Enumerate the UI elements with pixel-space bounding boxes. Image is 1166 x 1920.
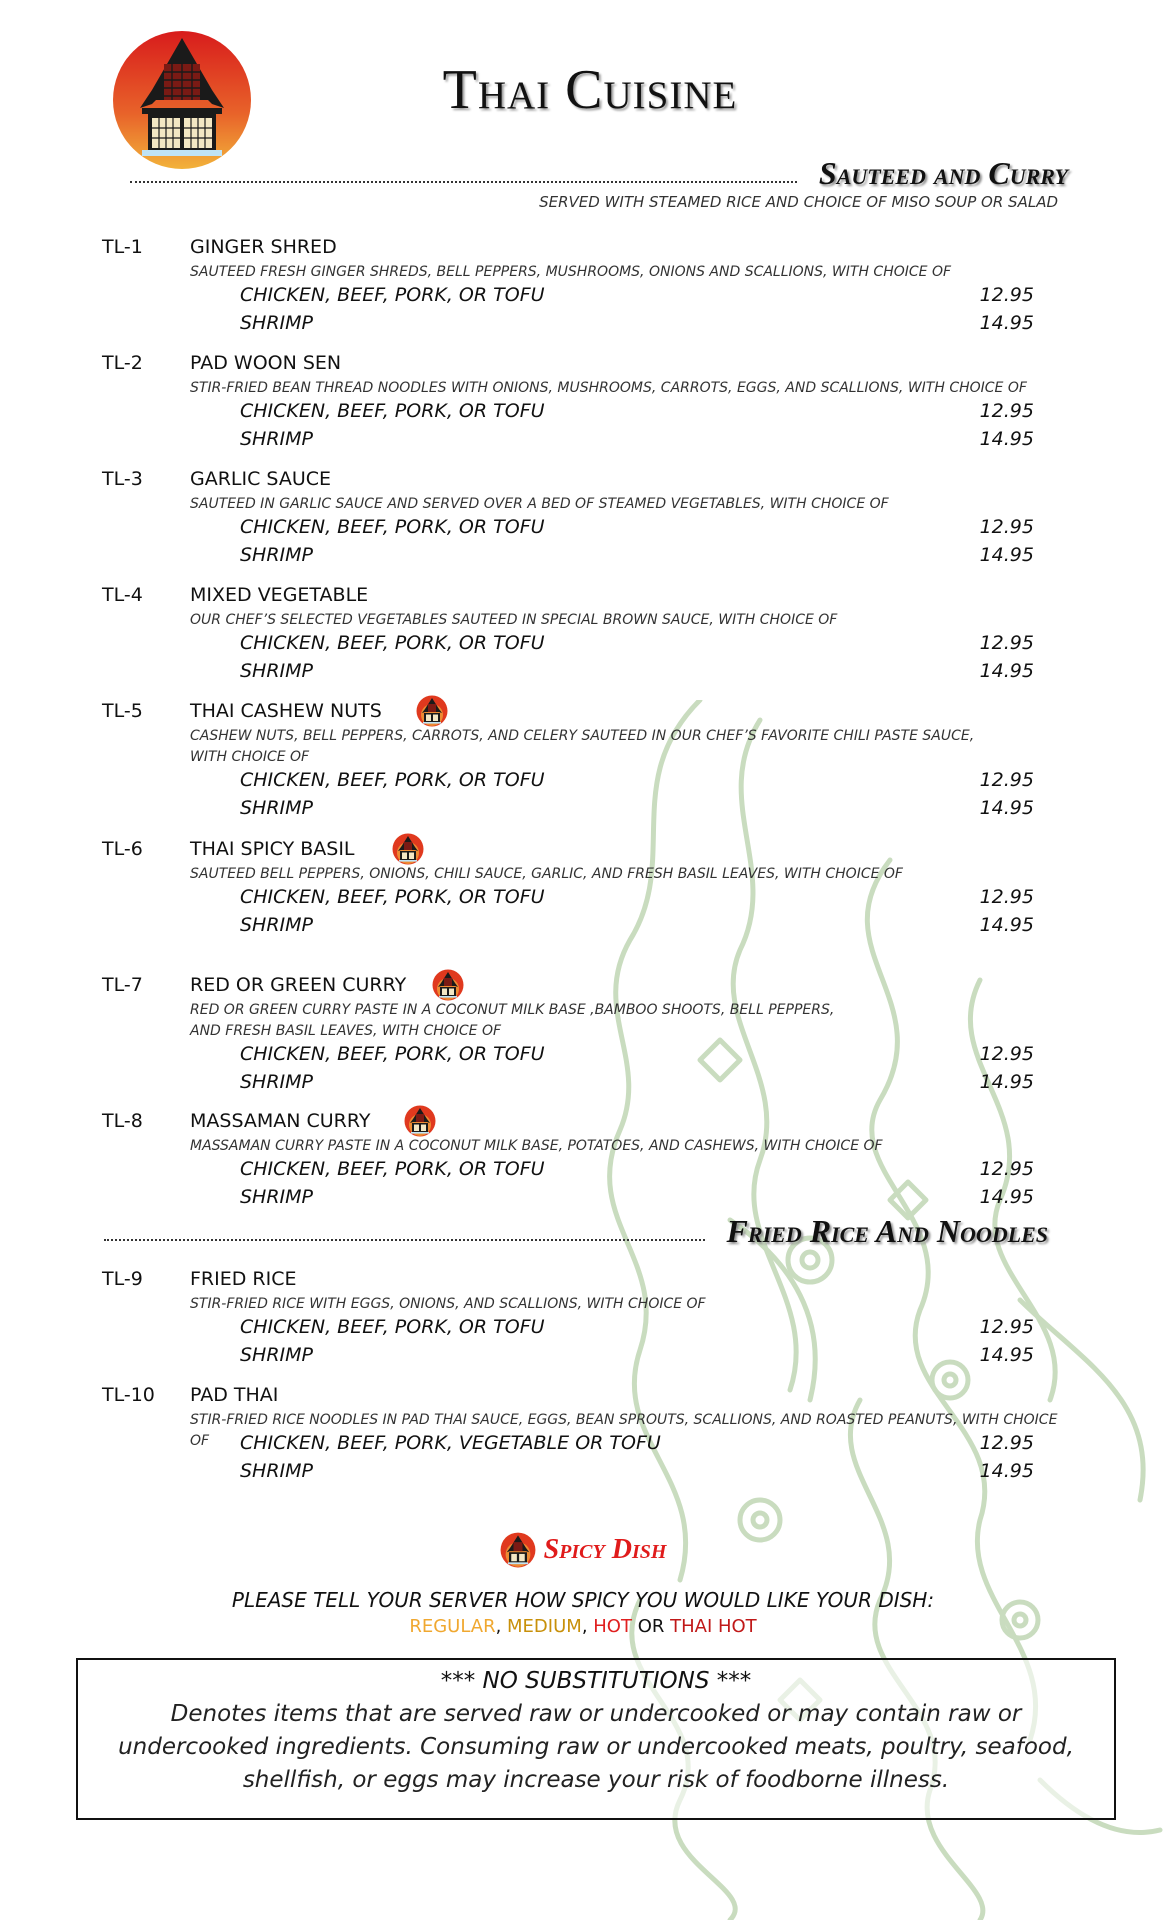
- item-description: STIR-FRIED BEAN THREAD NOODLES WITH ONIONS, MUSHROOMS, CARROTS, EGGS, AND SCALLIONS, WITH CHOICE OF: [190, 380, 1027, 396]
- spicy-house-icon: [404, 1105, 436, 1137]
- item-name: PAD WOON SEN: [190, 352, 342, 374]
- protein-option: CHICKEN, BEEF, PORK, VEGETABLE OR TOFU: [240, 1432, 661, 1454]
- page-title: Thai Cuisine: [442, 59, 738, 121]
- dotted-leader: [130, 181, 797, 183]
- item-description: CASHEW NUTS, BELL PEPPERS, CARROTS, AND CELERY SAUTEED IN OUR CHEF’S FAVORITE CHILI PASTE SAUCE,: [190, 728, 975, 744]
- dotted-leader: [104, 1239, 705, 1241]
- protein-option: SHRIMP: [240, 660, 314, 682]
- price: 14.95: [979, 312, 1034, 334]
- price: 12.95: [979, 400, 1034, 422]
- protein-option: SHRIMP: [240, 797, 314, 819]
- item-code: TL-5: [102, 700, 143, 722]
- protein-option: CHICKEN, BEEF, PORK, OR TOFU: [240, 632, 545, 654]
- separator: ,: [581, 1616, 594, 1637]
- protein-option: CHICKEN, BEEF, PORK, OR TOFU: [240, 1316, 545, 1338]
- protein-option: CHICKEN, BEEF, PORK, OR TOFU: [240, 769, 545, 791]
- notice-stars-left: ***: [440, 1668, 476, 1694]
- price: 12.95: [979, 1043, 1034, 1065]
- price: 14.95: [979, 660, 1034, 682]
- protein-option: SHRIMP: [240, 428, 314, 450]
- price: 14.95: [979, 914, 1034, 936]
- item-name: PAD THAI: [190, 1384, 279, 1406]
- price: 14.95: [979, 797, 1034, 819]
- spice-level-prompt: PLEASE TELL YOUR SERVER HOW SPICY YOU WOULD LIKE YOUR DISH:: [231, 1588, 935, 1612]
- protein-option: CHICKEN, BEEF, PORK, OR TOFU: [240, 886, 545, 908]
- protein-option: SHRIMP: [240, 312, 314, 334]
- spice-level-thai-hot: THAI HOT: [670, 1616, 757, 1637]
- price: 12.95: [979, 1432, 1034, 1454]
- item-code: TL-6: [102, 838, 143, 860]
- spicy-legend: [0, 1532, 1166, 1573]
- protein-option: SHRIMP: [240, 544, 314, 566]
- item-description: RED OR GREEN CURRY PASTE IN A COCONUT MILK BASE ,BAMBOO SHOOTS, BELL PEPPERS,: [190, 1002, 835, 1018]
- item-description: SAUTEED BELL PEPPERS, ONIONS, CHILI SAUCE, GARLIC, AND FRESH BASIL LEAVES, WITH CHOICE OF: [190, 866, 903, 882]
- protein-option: CHICKEN, BEEF, PORK, OR TOFU: [240, 516, 545, 538]
- item-description-continued: WITH CHOICE OF: [190, 749, 310, 765]
- protein-option: SHRIMP: [240, 1460, 314, 1482]
- price: 14.95: [979, 1186, 1034, 1208]
- item-description: SAUTEED IN GARLIC SAUCE AND SERVED OVER A BED OF STEAMED VEGETABLES, WITH CHOICE OF: [190, 496, 889, 512]
- item-code: TL-4: [102, 584, 143, 606]
- item-code: TL-7: [102, 974, 143, 996]
- item-name: MASSAMAN CURRY: [190, 1110, 371, 1132]
- separator: OR: [631, 1616, 671, 1637]
- item-name: MIXED VEGETABLE: [190, 584, 369, 606]
- item-description-continued: AND FRESH BASIL LEAVES, WITH CHOICE OF: [190, 1023, 502, 1039]
- section-header: [104, 1210, 1048, 1250]
- section-title: Fried Rice And Noodles: [726, 1213, 1048, 1249]
- price: 14.95: [979, 1460, 1034, 1482]
- item-code: TL-9: [102, 1268, 143, 1290]
- item-name: RED OR GREEN CURRY: [190, 974, 407, 996]
- spicy-house-icon: [500, 1532, 536, 1568]
- section-subtitle: SERVED WITH STEAMED RICE AND CHOICE OF MISO SOUP OR SALAD: [539, 193, 1058, 211]
- item-code: TL-2: [102, 352, 143, 374]
- spice-level-medium: MEDIUM: [507, 1616, 582, 1637]
- item-description: SAUTEED FRESH GINGER SHREDS, BELL PEPPERS, MUSHROOMS, ONIONS AND SCALLIONS, WITH CHOICE OF: [190, 264, 952, 280]
- price: 14.95: [979, 544, 1034, 566]
- spicy-house-icon: [416, 695, 448, 727]
- notice-stars-right: ***: [716, 1668, 752, 1694]
- spicy-house-icon: [392, 833, 424, 865]
- item-description: MASSAMAN CURRY PASTE IN A COCONUT MILK BASE, POTATOES, AND CASHEWS, WITH CHOICE OF: [190, 1138, 883, 1154]
- protein-option: CHICKEN, BEEF, PORK, OR TOFU: [240, 1158, 545, 1180]
- item-name: GINGER SHRED: [190, 236, 337, 258]
- spice-levels: [0, 1616, 1166, 1637]
- price: 12.95: [979, 769, 1034, 791]
- price: 14.95: [979, 1071, 1034, 1093]
- price: 14.95: [979, 1344, 1034, 1366]
- item-code: TL-1: [102, 236, 143, 258]
- item-description: OUR CHEF’S SELECTED VEGETABLES SAUTEED IN SPECIAL BROWN SAUCE, WITH CHOICE OF: [190, 612, 838, 628]
- price: 12.95: [979, 632, 1034, 654]
- price: 14.95: [979, 428, 1034, 450]
- item-name: FRIED RICE: [190, 1268, 297, 1290]
- protein-option: SHRIMP: [240, 1071, 314, 1093]
- price: 12.95: [979, 1158, 1034, 1180]
- section-title: Sauteed and Curry: [818, 155, 1068, 191]
- item-code: TL-10: [102, 1384, 155, 1406]
- item-description: STIR-FRIED RICE WITH EGGS, ONIONS, AND SCALLIONS, WITH CHOICE OF: [190, 1296, 706, 1312]
- item-code: TL-8: [102, 1110, 143, 1132]
- separator: ,: [495, 1616, 508, 1637]
- spice-level-regular: REGULAR: [409, 1616, 496, 1637]
- price: 12.95: [979, 1316, 1034, 1338]
- protein-option: CHICKEN, BEEF, PORK, OR TOFU: [240, 284, 545, 306]
- protein-option: SHRIMP: [240, 1186, 314, 1208]
- notice-title: [78, 1668, 1114, 1694]
- price: 12.95: [979, 886, 1034, 908]
- thai-house-logo: [112, 30, 252, 170]
- section-header: [130, 152, 1068, 192]
- protein-option: CHICKEN, BEEF, PORK, OR TOFU: [240, 1043, 545, 1065]
- item-name: THAI CASHEW NUTS: [190, 700, 382, 722]
- no-substitutions-text: NO SUBSTITUTIONS: [482, 1668, 710, 1694]
- protein-option: SHRIMP: [240, 1344, 314, 1366]
- item-code: TL-3: [102, 468, 143, 490]
- item-description: STIR-FRIED RICE NOODLES IN PAD THAI SAUCE, EGGS, BEAN SPROUTS, SCALLIONS, AND ROASTED PEANUTS, WITH CHOICE OF: [190, 1412, 1058, 1449]
- spice-level-hot: HOT: [593, 1616, 632, 1637]
- spicy-house-icon: [432, 969, 464, 1001]
- price: 12.95: [979, 516, 1034, 538]
- spicy-dish-label: Spicy Dish: [543, 1534, 667, 1565]
- allergy-notice-box: [76, 1658, 1116, 1820]
- item-name: THAI SPICY BASIL: [190, 838, 355, 860]
- price: 12.95: [979, 284, 1034, 306]
- item-name: GARLIC SAUCE: [190, 468, 332, 490]
- protein-option: SHRIMP: [240, 914, 314, 936]
- notice-body: Denotes items that are served raw or undercooked or may contain raw or undercooked ingredients. Consuming raw or undercooked meats, poultry, seafood, shellfish, or eggs may increase your risk of foodborne illness.: [118, 1701, 1074, 1793]
- protein-option: CHICKEN, BEEF, PORK, OR TOFU: [240, 400, 545, 422]
